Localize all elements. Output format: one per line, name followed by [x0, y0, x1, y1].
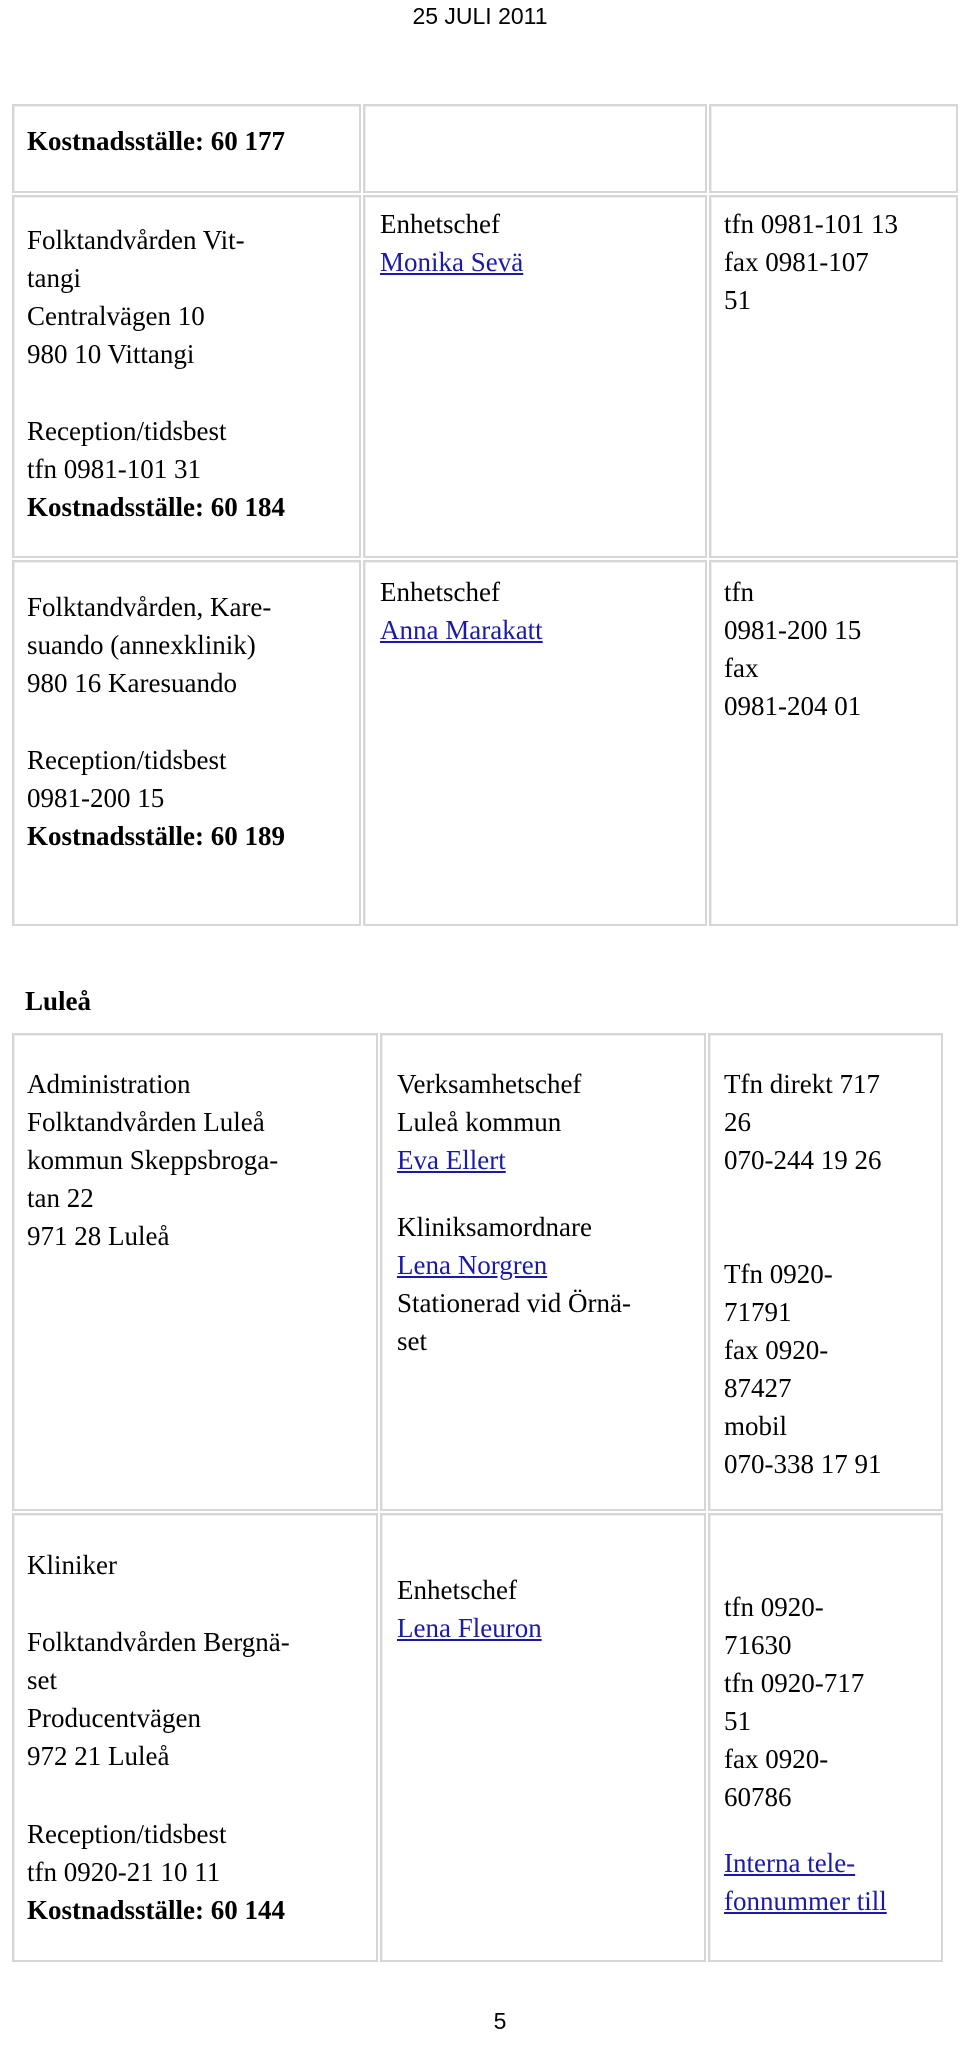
bergnaset-cost-center: Kostnadsställe: 60 144 [27, 1895, 286, 1925]
vittangi-phone-line: 51 [724, 285, 751, 315]
admin-phone-line: 71791 [724, 1297, 792, 1327]
karesuando-address-line: Folktandvården, Kare- [27, 592, 272, 622]
admin-phone-line: Tfn direkt 717 [724, 1069, 880, 1099]
bergnaset-reception-label: Reception/tidsbest [27, 1819, 227, 1849]
admin-phone-line: 26 [724, 1107, 751, 1137]
vittangi-contact-link[interactable]: Monika Sevä [380, 247, 524, 277]
bergnaset-address-line: set [27, 1665, 57, 1695]
bergnaset-contact-link[interactable]: Lena Fleuron [397, 1613, 542, 1643]
admin-phone-line: 070-244 19 26 [724, 1145, 882, 1175]
admin-address-line: Folktandvården Luleå [27, 1107, 265, 1137]
karesuando-address-line: 980 16 Karesuando [27, 668, 237, 698]
internal-phone-link-line[interactable]: Interna tele- [724, 1848, 856, 1878]
admin-phone-line: 87427 [724, 1373, 792, 1403]
table1-top-cost-center: Kostnadsställe: 60 177 [27, 126, 286, 156]
karesuando-role: Enhetschef [380, 577, 500, 607]
vittangi-phone-line: fax 0981-107 [724, 247, 869, 277]
admin-phone-line: 070-338 17 91 [724, 1449, 882, 1479]
vittangi-cost-center: Kostnadsställe: 60 184 [27, 492, 286, 522]
admin-station-line: Stationerad vid Örnä- [397, 1288, 631, 1318]
admin-role-line: Verksamhetschef [397, 1069, 582, 1099]
section-title-lulea: Luleå [25, 986, 92, 1016]
admin-contact-link[interactable]: Eva Ellert [397, 1145, 506, 1175]
vittangi-reception-label: Reception/tidsbest [27, 416, 227, 446]
bergnaset-phone-line: fax 0920- [724, 1744, 829, 1774]
bergnaset-phone-line: tfn 0920- [724, 1592, 824, 1622]
admin-phone-line: mobil [724, 1411, 788, 1441]
admin-phone-line: Tfn 0920- [724, 1259, 833, 1289]
bergnaset-phone-line: 60786 [724, 1782, 792, 1812]
vittangi-address-line: tangi [27, 263, 81, 293]
bergnaset-kliniker-label: Kliniker [27, 1550, 117, 1580]
admin-station-line: set [397, 1326, 427, 1356]
vittangi-reception-phone: tfn 0981-101 31 [27, 454, 201, 484]
karesuando-phone-line: tfn [724, 577, 754, 607]
vittangi-role: Enhetschef [380, 209, 500, 239]
bergnaset-phone-line: 71630 [724, 1630, 792, 1660]
admin-role-line: Luleå kommun [397, 1107, 562, 1137]
admin-address-line: Administration [27, 1069, 191, 1099]
admin-coordinator-role: Kliniksamordnare [397, 1212, 592, 1242]
karesuando-phone-line: fax [724, 653, 759, 683]
karesuando-reception-label: Reception/tidsbest [27, 745, 227, 775]
table1-top-right-cell [709, 104, 958, 193]
vittangi-address-line: 980 10 Vittangi [27, 339, 195, 369]
bergnaset-phone-line: tfn 0920-717 [724, 1668, 865, 1698]
page-header-date: 25 JULI 2011 [412, 3, 548, 29]
bergnaset-phone-line: 51 [724, 1706, 751, 1736]
admin-address-line: kommun Skeppsbroga- [27, 1145, 279, 1175]
page-number: 5 [493, 2008, 507, 2034]
table1-top-mid-cell [363, 104, 707, 193]
admin-coordinator-link[interactable]: Lena Norgren [397, 1250, 548, 1280]
admin-address-line: tan 22 [27, 1183, 94, 1213]
bergnaset-role: Enhetschef [397, 1575, 517, 1605]
admin-phone-line: fax 0920- [724, 1335, 829, 1365]
karesuando-phone-line: 0981-200 15 [724, 615, 862, 645]
karesuando-contact-link[interactable]: Anna Marakatt [380, 615, 543, 645]
vittangi-address-line: Centralvägen 10 [27, 301, 205, 331]
admin-address-line: 971 28 Luleå [27, 1221, 170, 1251]
karesuando-reception-phone: 0981-200 15 [27, 783, 165, 813]
internal-phone-link-line[interactable]: fonnummer till [724, 1886, 887, 1916]
bergnaset-reception-phone: tfn 0920-21 10 11 [27, 1857, 221, 1887]
bergnaset-address-line: Folktandvården Bergnä- [27, 1627, 290, 1657]
karesuando-cost-center: Kostnadsställe: 60 189 [27, 821, 286, 851]
karesuando-address-line: suando (annexklinik) [27, 630, 256, 660]
vittangi-address-line: Folktandvården Vit- [27, 225, 245, 255]
vittangi-phone-line: tfn 0981-101 13 [724, 209, 898, 239]
karesuando-phone-line: 0981-204 01 [724, 691, 862, 721]
bergnaset-address-line: 972 21 Luleå [27, 1741, 170, 1771]
bergnaset-address-line: Producentvägen [27, 1703, 201, 1733]
